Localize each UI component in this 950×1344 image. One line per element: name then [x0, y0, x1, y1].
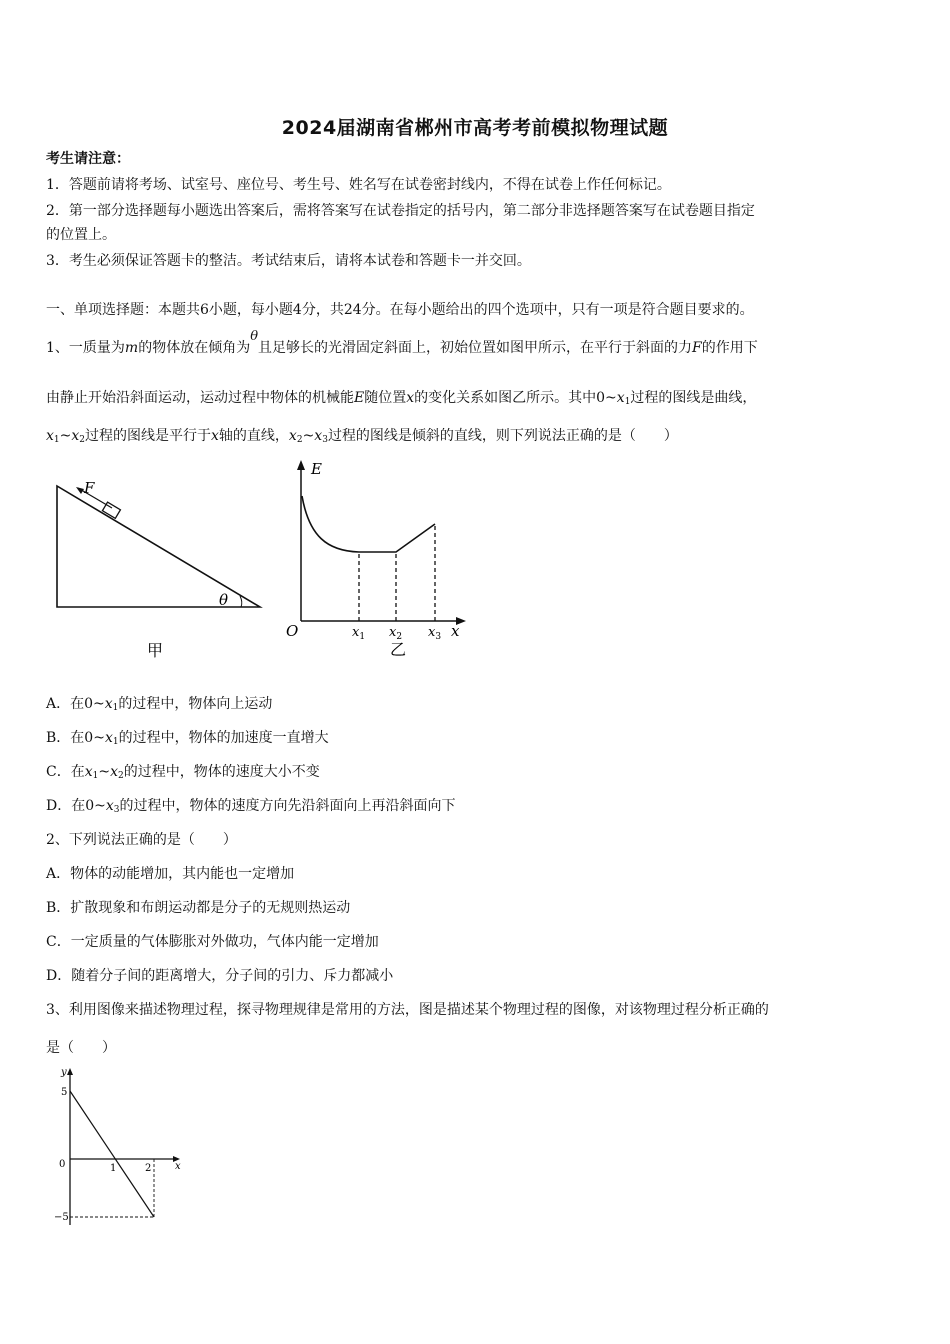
angle-label: θ — [219, 591, 229, 609]
origin-label: O — [286, 622, 299, 640]
notice-item-2: 2．第一部分选择题每小题选出答案后，需将答案写在试卷指定的括号内，第二部分非选择题答案写在试卷题目指定 — [46, 203, 755, 219]
q1-line-2: 由静止开始沿斜面运动，运动过程中物体的机械能E随位置x的变化关系如图乙所示。其中$0\sim x_1$过程的图线是曲线， — [46, 390, 757, 407]
x-tick-1: 1 — [110, 1163, 117, 1174]
x-label: x — [175, 1161, 181, 1172]
y-tick-neg5: −5 — [54, 1212, 69, 1223]
x-axis-label: x — [451, 622, 460, 640]
notice-heading: 考生请注意： — [46, 151, 130, 167]
theta-symbol: θ — [250, 329, 259, 344]
q1-option-b: B．在$0\sim x_1$的过程中，物体的加速度一直增大 — [46, 730, 329, 747]
q1-line-1: 1、一质量为m的物体放在倾角为θ且足够长的光滑固定斜面上，初始位置如图甲所示，在平行于斜面的力F的作用下 — [46, 329, 758, 356]
tick-x1: $x_1$ — [352, 625, 366, 642]
y-tick-5: 5 — [61, 1087, 68, 1098]
q2-stem: 2、下列说法正确的是（ ） — [46, 832, 237, 848]
e-axis-label: E — [311, 460, 322, 478]
section-heading: 一、单项选择题：本题共6小题，每小题4分，共24分。在每小题给出的四个选项中，只有一项是符合题目要求的。 — [46, 302, 754, 318]
tick-x3: $x_3$ — [428, 625, 442, 642]
notice-item-3: 3．考生必须保证答题卡的整洁。考试结束后，请将本试卷和答题卡一并交回。 — [46, 253, 531, 269]
figure-incline — [40, 470, 280, 670]
figure-energy-graph — [282, 456, 472, 666]
q3-line-2: 是（ ） — [46, 1040, 116, 1056]
figure-yx-graph — [50, 1060, 200, 1235]
graph-line — [70, 1091, 154, 1217]
q2-option-a: A．物体的动能增加，其内能也一定增加 — [46, 866, 295, 882]
e-axis-arrow — [297, 460, 305, 470]
q1-option-a: A．在$0\sim x_1$的过程中，物体向上运动 — [46, 696, 273, 713]
notice-item-1: 1．答题前请将考场、试室号、座位号、考生号、姓名写在试卷密封线内，不得在试卷上作任何标记。 — [46, 177, 671, 193]
y-axis-arrow — [67, 1068, 73, 1075]
origin-0: 0 — [59, 1159, 66, 1170]
page-title: 2024届湖南省郴州市高考考前模拟物理试题 — [281, 117, 669, 139]
q1-option-c: C．在$x_1\sim x_2$的过程中，物体的速度大小不变 — [46, 764, 320, 781]
q1-line-3: $x_1\sim x_2$过程的图线是平行于x轴的直线，$x_2\sim x_3$过程的图线是倾斜的直线，则下列说法正确的是（ ） — [46, 428, 678, 445]
force-label: F — [84, 479, 95, 497]
angle-arc — [240, 596, 242, 607]
notice-item-2-cont: 的位置上。 — [46, 227, 116, 243]
x-tick-2: 2 — [145, 1163, 152, 1174]
q3-line-1: 3、利用图像来描述物理过程，探寻物理规律是常用的方法，图是描述某个物理过程的图像，对该物理过程分析正确的 — [46, 1002, 769, 1018]
q1-option-d: D．在$0\sim x_3$的过程中，物体的速度方向先沿斜面向上再沿斜面向下 — [46, 798, 456, 815]
caption-yi: 乙 — [390, 640, 407, 659]
q2-option-b: B．扩散现象和布朗运动都是分子的无规则热运动 — [46, 900, 351, 916]
q2-option-d: D．随着分子间的距离增大，分子间的引力、斥力都减小 — [46, 968, 394, 984]
q2-option-c: C．一定质量的气体膨胀对外做功，气体内能一定增加 — [46, 934, 379, 950]
y-label: y — [61, 1067, 67, 1078]
tick-x2: $x_2$ — [389, 625, 403, 642]
incline-triangle — [57, 486, 260, 607]
force-arrowhead — [76, 487, 84, 494]
caption-jia: 甲 — [147, 641, 164, 660]
energy-curve — [302, 496, 435, 552]
